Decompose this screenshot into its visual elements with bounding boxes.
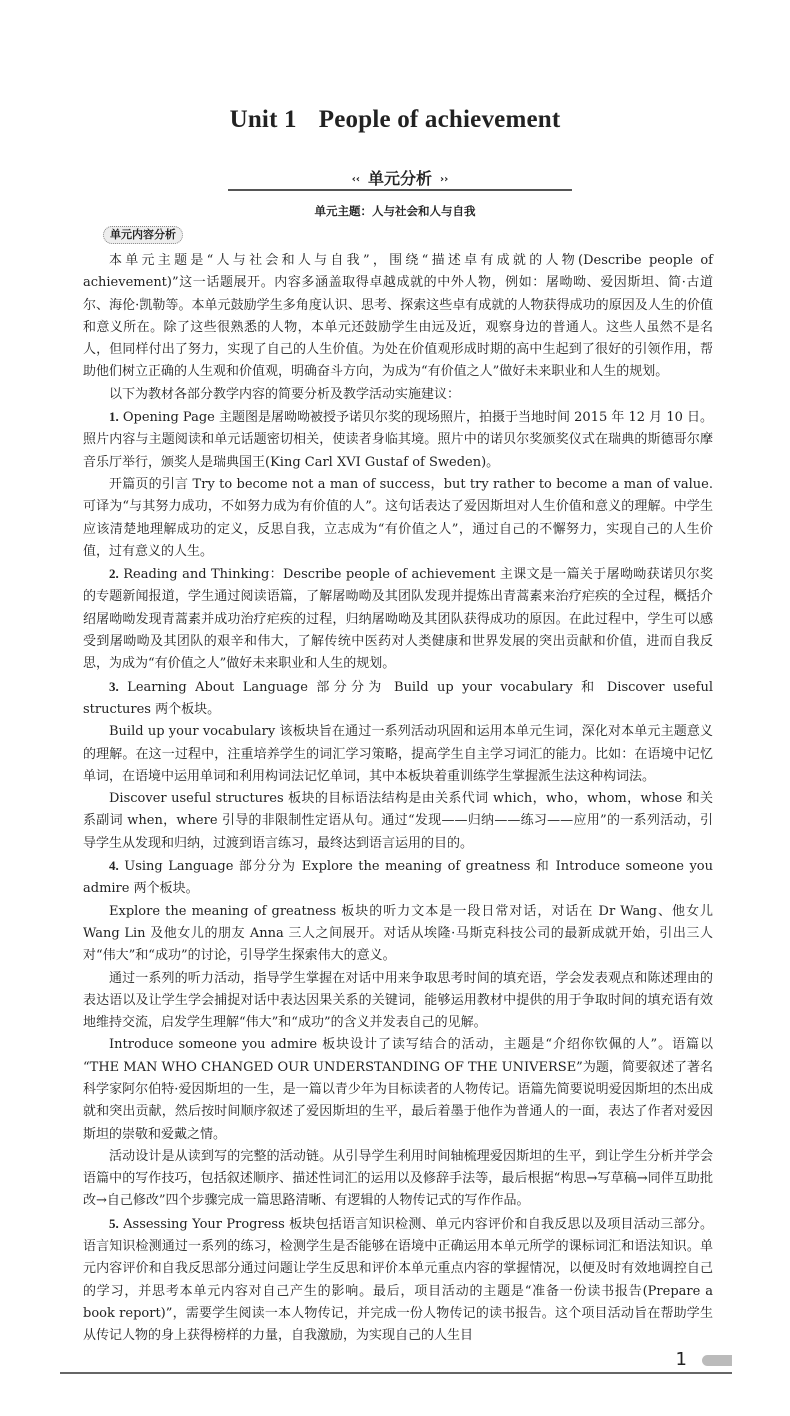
unit-theme: 单元主题：人与社会和人与自我 <box>314 204 476 218</box>
paragraph <box>83 384 713 406</box>
paragraph-text: Opening Page 主题图是屠呦呦被授予诺贝尔奖的现场照片，拍摄于当地时间 2015 年 12 月 10 日。照片内容与主题阅读和单元话题密切相关，使读者身临其境。照片中的诺贝尔奖颁奖仪式在瑞典的斯德哥尔摩音乐厅举行，颁奖人是瑞典国王(King Carl XVI Gustaf of Sweden)。 <box>83 410 713 470</box>
paragraph-text: Using Language 部分分为 Explore the meaning of greatness 和 Introduce someone you admire 两个板块。 <box>83 859 713 897</box>
paragraph <box>83 1213 713 1348</box>
paragraph <box>83 563 713 675</box>
paragraph <box>83 1146 713 1213</box>
paragraph-text: Discover useful structures 板块的目标语法结构是由关系代词 which，who，whom，whose 和关系副词 when，where 引导的非限制性定语从句。通过“发现——归纳——练习——应用”的一系列活动，引导学生从发现和归纳，过渡到语言练习，最终达到语言运用的目的。 <box>83 791 713 851</box>
paragraph <box>83 901 713 968</box>
page-number: 1 <box>675 1348 687 1370</box>
paragraph-text: 以下为教材各部分教学内容的简要分析及教学活动实施建议： <box>109 386 461 402</box>
unit-title <box>0 106 790 134</box>
paragraph <box>83 406 713 474</box>
section-heading <box>228 166 572 189</box>
paragraph-text: Assessing Your Progress 板块包括语言知识检测、单元内容评价和自我反思以及项目活动三部分。语言知识检测通过一系列的练习，检测学生是否能够在语境中正确运用本单元所学的课标词汇和语法知识。单元内容评价和自我反思部分通过问题让学生反思和评价本单元重点内容的掌握情况，以便及时有效地调控自己的学习，并思考本单元内容对自己产生的影响。最后，项目活动的主题是“准备一份读书报告(Prepare a book report)”，需要学生阅读一本人物传记，并完成一份人物传记的读书报告。这个项目活动旨在帮助学生从传记人物的身上获得榜样的力量，自我激励，为实现自己的人生目 <box>83 1216 713 1344</box>
paragraph <box>83 676 713 722</box>
paragraph-text: Introduce someone you admire 板块设计了读写结合的活动，主题是“介绍你钦佩的人”。语篇以 “THE MAN WHO CHANGED OUR UNDERSTANDING OF THE UNIVERSE”为题，简要叙述了著名科学家阿尔伯特·爱因斯坦的一生，是一篇以青少年为目标读者的人物传记。语篇先简要说明爱因斯坦的杰出成就和突出贡献，然后按时间顺序叙述了爱因斯坦的生平，最后着墨于他作为普通人的一面，表达了作者对爱因斯坦的崇敬和爱戴之情。 <box>83 1037 713 1142</box>
paragraph-number: 3. <box>109 678 119 694</box>
double-chevron-right-icon: ›› <box>440 174 449 185</box>
paragraph-text: Reading and Thinking：Describe people of achievement 主课文是一篇关于屠呦呦获诺贝尔奖的专题新闻报道，学生通过阅读语篇，了解屠呦呦及其团队发现并提炼出青蒿素来治疗疟疾的全过程，概括介绍屠呦呦发现青蒿素并成功治疗疟疾的过程，归纳屠呦呦及其团队获得成功的原因。在此过程中，学生可以感受到屠呦呦及其团队的艰辛和伟大，了解传统中医药对人类健康和世界发展的突出贡献和价值，进而自我反思，为成为“有价值之人”做好未来职业和人生的规划。 <box>83 567 713 672</box>
paragraph-text: 通过一系列的听力活动，指导学生掌握在对话中用来争取思考时间的填充语，学会发表观点和陈述理由的表达语以及让学生学会捕捉对话中表达因果关系的关键词，能够运用教材中提供的用于争取时间的填充语有效地维持交流，启发学生理解“伟大”和“成功”的含义并发表自己的见解。 <box>83 970 713 1031</box>
paragraph <box>83 721 713 788</box>
unit-number: Unit 1 <box>229 106 297 133</box>
section-title: 单元分析 <box>367 169 432 188</box>
paragraph-number: 5. <box>109 1215 119 1231</box>
paragraph-text: 本单元主题是“人与社会和人与自我”，围绕“描述卓有成就的人物(Describe people of achievement)”这一话题展开。内容多涵盖取得卓越成就的中外人物，例如：屠呦呦、爱因斯坦、简·古道尔、海伦·凯勒等。本单元鼓励学生多角度认识、思考、探索这些卓有成就的人物获得成功的原因及人生的价值和意义所在。除了这些很熟悉的人物，本单元还鼓励学生由远及近，观察身边的普通人。这些人虽然不是名人，但同样付出了努力，实现了自己的人生价值。为处在价值观形成时期的高中生起到了很好的引领作用，帮助他们树立正确的人生观和价值观，明确奋斗方向，为成为“有价值之人”做好未来职业和人生的规划。 <box>83 253 713 380</box>
page-content <box>83 250 713 1416</box>
section-divider <box>228 189 572 191</box>
paragraph-text: Explore the meaning of greatness 板块的听力文本是一段日常对话，对话在 Dr Wang、他女儿 Wang Lin 及他女儿的朋友 Anna 三人之间展开。对话从埃隆·马斯克科技公司的最新成就开始，引出三人对“伟大”和“成功”的讨论，引导学生探索伟大的意义。 <box>83 903 713 964</box>
paragraph-text: 活动设计是从读到写的完整的活动链。从引导学生利用时间轴梳理爱因斯坦的生平，到让学生分析并学会语篇中的写作技巧，包括叙述顺序、描述性词汇的运用以及修辞手法等，最后根据“构思→写草稿→同伴互助批改→自己修改”四个步骤完成一篇思路清晰、有逻辑的人物传记式的写作作品。 <box>83 1148 713 1209</box>
paragraph-number: 4. <box>109 858 119 874</box>
page-footer <box>83 1350 713 1376</box>
double-chevron-left-icon: ‹‹ <box>351 174 360 185</box>
paragraph-number: 2. <box>109 566 119 582</box>
paragraph-text: Learning About Language 部分分为 Build up your vocabulary 和 Discover useful structures 两个板块。 <box>83 679 713 717</box>
body-text <box>83 250 713 1348</box>
paragraph-number: 1. <box>109 409 119 425</box>
paragraph-text: Build up your vocabulary 该板块旨在通过一系列活动巩固和运用本单元生词，深化对本单元主题意义的理解。在这一过程中，注重培养学生的词汇学习策略，提高学生自主学习词汇的能力。比如：在语境中记忆单词，在语境中运用单词和利用构词法记忆单词，其中本板块着重训练学生掌握派生法这种构词法。 <box>83 724 713 784</box>
paragraph <box>83 968 713 1035</box>
paragraph <box>83 250 713 384</box>
paragraph-text: 开篇页的引言 Try to become not a man of success，but try rather to become a man of value. 可译为“与其努力成功，不如努力成为有价值的人”。这句话表达了爱因斯坦对人生价值和意义的理解。中学生应该清楚地理解成功的定义，反思自我，立志成为“有价值之人”，通过自己的不懈努力，实现自己的人生价值，过有意义的人生。 <box>83 476 713 559</box>
paragraph <box>83 474 713 563</box>
page-tab-marker <box>702 1355 732 1366</box>
unit-name: People of achievement <box>318 106 561 133</box>
paragraph <box>83 788 713 855</box>
footer-divider <box>60 1372 732 1374</box>
paragraph <box>83 855 713 901</box>
paragraph <box>83 1034 713 1145</box>
content-analysis-tag: 单元内容分析 <box>103 226 183 244</box>
